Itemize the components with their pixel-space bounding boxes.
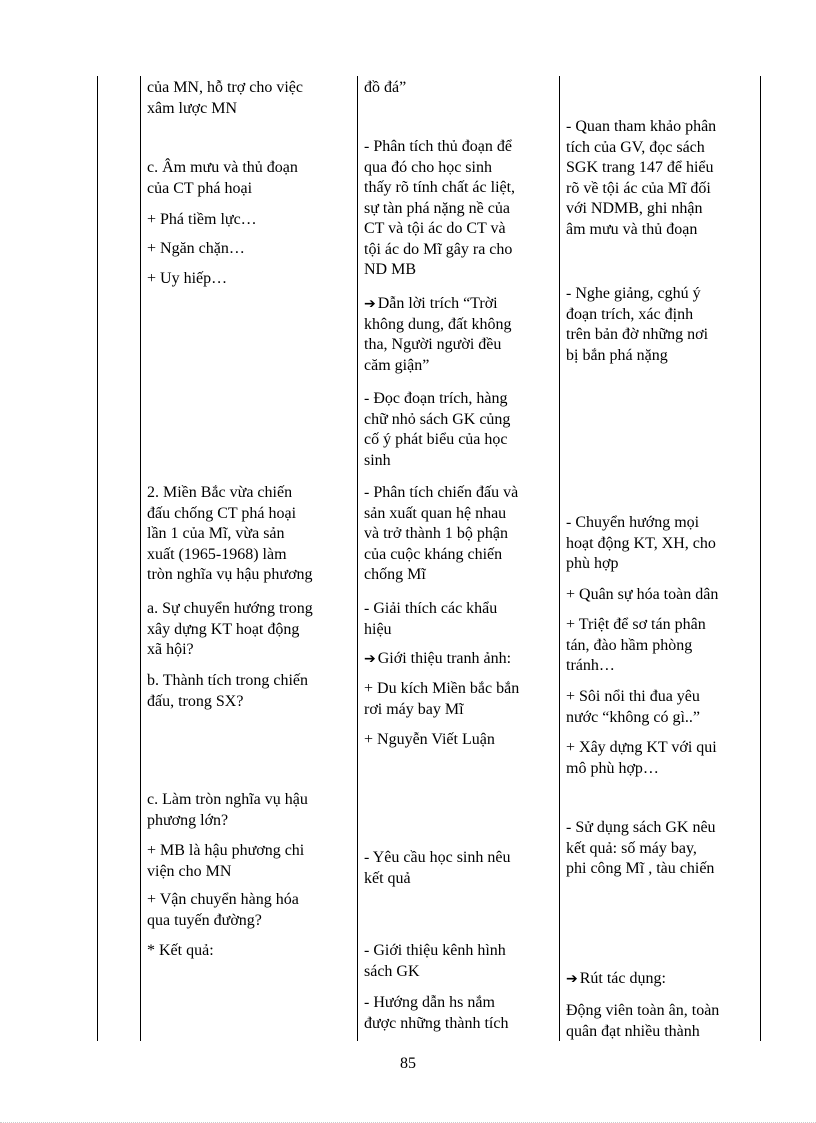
col2-reading	[364, 389, 552, 471]
text-line: được những thành tích	[364, 1014, 509, 1032]
text-line: - Hướng dẫn hs nắm	[364, 994, 495, 1011]
text-line: lần 1 của Mĩ, vừa sản	[147, 525, 285, 542]
text-line: - Yêu cầu học sinh nêu	[364, 849, 511, 866]
col2-analysis-2	[364, 483, 552, 586]
text-line: + Quân sự hóa toàn dân	[566, 586, 719, 603]
text-line: Giới thiệu tranh ảnh:	[377, 650, 512, 667]
text-line: tán, đào hầm phòng	[566, 636, 693, 654]
text-line: xây dựng KT hoạt động	[147, 620, 300, 638]
col3-item	[566, 615, 752, 677]
col2-images	[364, 649, 552, 670]
col2-item	[364, 730, 552, 751]
text-line: ND MB	[364, 261, 417, 278]
col1-heading-c	[147, 158, 350, 199]
text-line: tránh…	[566, 657, 615, 674]
text-line: sản xuất quan hệ nhau	[364, 504, 507, 522]
text-line: c. Âm mưu và thủ đoạn	[147, 159, 298, 176]
table-col2-border	[357, 76, 358, 1041]
text-line: Dẫn lời trích “Trời	[377, 295, 498, 312]
text-line: xâm lược MN	[147, 99, 238, 117]
text-line: của cuộc kháng chiến	[364, 545, 503, 563]
col1-item	[147, 210, 350, 231]
text-line: CT và tội ác do CT và	[364, 220, 506, 237]
col2-request	[364, 848, 552, 889]
text-line: trên bản đờ những nơi	[566, 326, 709, 343]
col1-heading-a	[147, 599, 350, 661]
text-line: chữ nhỏ sách GK củng	[364, 410, 511, 428]
col1-block-1	[147, 78, 350, 119]
text-line: - Sử dụng sách GK nêu	[566, 819, 716, 836]
text-line: mô phù hợp…	[566, 759, 659, 777]
text-line: tội ác do Mĩ gây ra cho	[364, 240, 513, 258]
table-left-border	[97, 76, 98, 1041]
text-line: sinh	[364, 451, 391, 469]
col1-item	[147, 269, 350, 290]
col1-item	[147, 239, 350, 260]
col1-result	[147, 941, 350, 962]
text-line: căm giận”	[364, 356, 430, 374]
text-line: - Giải thích các khẩu	[364, 600, 498, 617]
col1-section-2	[147, 483, 350, 586]
text-line: rơi máy bay Mĩ	[364, 700, 464, 718]
table-right-border	[760, 76, 761, 1041]
arrow-right-icon: ➔	[364, 296, 376, 312]
text-line: kết quả	[364, 869, 411, 887]
text-line: hoạt động KT, XH, cho	[566, 534, 716, 552]
col1-heading-c2	[147, 790, 350, 831]
text-line: Rút tác dụng:	[579, 970, 666, 987]
text-line: của CT phá hoại	[147, 179, 253, 197]
text-line: + MB là hậu phương chi	[147, 842, 305, 859]
text-line: - Đọc đoạn trích, hàng	[364, 390, 508, 407]
col1-item	[147, 890, 350, 931]
text-line: sách GK	[364, 962, 420, 980]
col3-effect	[566, 1001, 752, 1042]
text-line: xuất (1965-1968) làm	[147, 545, 287, 563]
text-line: thấy rõ tính chất ác liệt,	[364, 179, 516, 196]
col3-listen	[566, 284, 752, 366]
text-line: nước “không có gì..”	[566, 708, 700, 726]
page-number: 85	[400, 1055, 416, 1072]
text-line: với NDMB, ghi nhận	[566, 200, 703, 217]
text-line: - Quan tham khảo phân	[566, 118, 717, 135]
col2-guide	[364, 993, 552, 1034]
col3-item	[566, 738, 752, 779]
text-line: - Phân tích thủ đoạn để	[364, 138, 512, 155]
text-line: - Nghe giảng, cghú ý	[566, 285, 701, 302]
text-line: - Phân tích chiến đấu và	[364, 484, 519, 501]
arrow-right-icon: ➔	[364, 651, 376, 667]
text-line: Động viên toàn ân, toàn	[566, 1002, 720, 1019]
text-line: cố ý phát biểu của học	[364, 431, 508, 448]
text-line: của MN, hỗ trợ cho việc	[147, 79, 303, 96]
text-line: đồ đá”	[364, 79, 407, 96]
text-line: tròn nghĩa vụ hậu phương	[147, 566, 313, 583]
text-line: đấu chống CT phá hoại	[147, 504, 297, 522]
col1-heading-b	[147, 671, 350, 712]
text-line: đoạn trích, xác định	[566, 305, 694, 323]
arrow-right-icon: ➔	[566, 971, 578, 987]
col2-block-1	[364, 78, 552, 99]
table-col3-border	[559, 76, 560, 1041]
text-line: viện cho MN	[147, 862, 232, 880]
col1-item	[147, 841, 350, 882]
col2-item	[364, 679, 552, 720]
col3-item	[566, 687, 752, 728]
text-line: + Vận chuyển hàng hóa	[147, 891, 299, 908]
col3-observe	[566, 117, 752, 240]
col2-intro	[364, 941, 552, 982]
col2-quote	[364, 294, 552, 376]
text-line: phương lớn?	[147, 811, 229, 829]
text-line: hiệu	[364, 620, 392, 638]
text-line: âm mưu và thủ đoạn	[566, 220, 698, 238]
text-line: c. Làm tròn nghĩa vụ hậu	[147, 791, 308, 808]
text-line: + Xây dựng KT với qui	[566, 739, 717, 756]
text-line: tích của GV, đọc sách	[566, 138, 705, 156]
text-line: bị bắn phá nặng	[566, 346, 668, 364]
text-line: chống Mĩ	[364, 566, 426, 583]
text-line: tha, Người người đều	[364, 336, 502, 353]
text-line: - Chuyển hướng mọi	[566, 514, 700, 531]
text-line: quân đạt nhiều thành	[566, 1022, 700, 1040]
text-line: a. Sự chuyển hướng trong	[147, 600, 313, 617]
text-line: + Du kích Miền bắc bắn	[364, 680, 520, 697]
col3-shift	[566, 513, 752, 575]
col3-results	[566, 818, 752, 880]
text-line: và trở thành 1 bộ phận	[364, 525, 508, 542]
text-line: sự tàn phá nặng nề của	[364, 199, 510, 217]
text-line: SGK trang 147 để hiểu	[566, 159, 714, 176]
col3-item	[566, 585, 752, 606]
text-line: kết quả: số máy bay,	[566, 839, 697, 857]
text-line: * Kết quả:	[147, 942, 214, 959]
col3-conclude	[566, 969, 752, 990]
text-line: qua đó cho học sinh	[364, 158, 492, 176]
text-line: + Uy hiếp…	[147, 270, 228, 287]
text-line: qua tuyến đường?	[147, 911, 262, 929]
text-line: phù hợp	[566, 555, 619, 572]
text-line: + Nguyễn Viết Luận	[364, 731, 495, 748]
text-line: xã hội?	[147, 641, 194, 658]
text-line: phi công Mĩ , tàu chiến	[566, 860, 715, 877]
text-line: đấu, trong SX?	[147, 692, 244, 710]
text-line: - Giới thiệu kênh hình	[364, 942, 506, 959]
col2-explain	[364, 599, 552, 640]
text-line: không dung, đất không	[364, 315, 512, 333]
text-line: b. Thành tích trong chiến	[147, 672, 308, 689]
table-col1-border	[140, 76, 141, 1041]
text-line: + Ngăn chặn…	[147, 240, 245, 257]
col2-analysis	[364, 137, 552, 281]
text-line: + Phá tiềm lực…	[147, 211, 257, 228]
text-line: + Sôi nổi thi đua yêu	[566, 688, 700, 705]
text-line: rõ về tội ác của Mĩ đối	[566, 179, 711, 197]
text-line: 2. Miền Bắc vừa chiến	[147, 484, 293, 501]
text-line: + Triệt để sơ tán phân	[566, 616, 706, 633]
